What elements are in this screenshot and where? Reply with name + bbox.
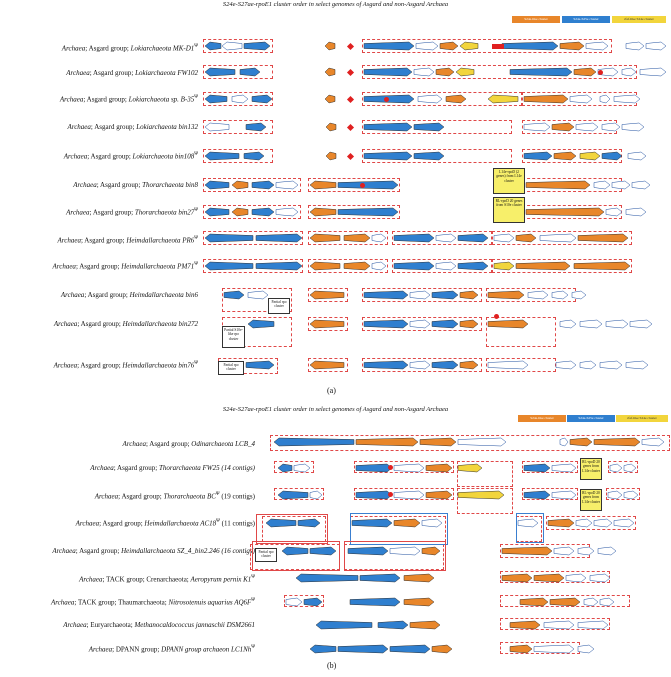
empty-arrow	[560, 438, 568, 446]
gene-arrow	[410, 621, 440, 629]
empty-arrow	[436, 234, 456, 242]
gene-arrow	[356, 491, 392, 499]
note-rpod-s10: RL-rpoD 20 genes from S10e cluster	[493, 197, 525, 223]
gene-arrow	[488, 320, 528, 328]
gene-arrow	[552, 123, 574, 131]
empty-arrow	[232, 95, 248, 103]
note-l14: L14e-rpoD (2 genes) from L14e cluster	[493, 168, 525, 194]
empty-arrow	[276, 208, 298, 216]
empty-arrow	[552, 291, 568, 299]
empty-arrow	[566, 574, 586, 582]
legend-s24e-like: S24e-like cluster	[512, 16, 560, 23]
empty-arrow	[534, 645, 574, 653]
gene-arrow	[458, 464, 482, 472]
gene-arrow	[278, 464, 292, 472]
gene-arrow	[364, 152, 412, 160]
empty-arrow	[628, 152, 646, 160]
panel-a-row-label: Archaea; Asgard group; Heimdallarchaeota bin6	[60, 291, 198, 299]
gene-arrow	[205, 95, 227, 103]
note-b-partial: Partial rpo cluster	[255, 548, 277, 562]
empty-arrow	[416, 42, 438, 50]
gene-arrow	[364, 320, 408, 328]
gene-arrow	[458, 262, 488, 270]
empty-arrow	[544, 621, 574, 629]
gene-arrow	[394, 262, 434, 270]
gene-arrow	[446, 95, 466, 103]
empty-arrow	[572, 291, 586, 299]
empty-arrow	[458, 438, 506, 446]
empty-arrow	[606, 320, 628, 328]
legend-s24e-s25e: S24e-S25e cluster	[562, 16, 610, 23]
empty-arrow	[372, 234, 386, 242]
gene-arrow	[316, 621, 372, 629]
gene-arrow	[356, 438, 418, 446]
gene-arrow	[325, 68, 335, 76]
panel-a-title: S24e-S27ae-rpoE1 cluster order in select genomes of Asgard and non-Asgard Archaea	[222, 1, 449, 8]
gene-arrow	[296, 574, 358, 582]
gene-arrow	[394, 234, 434, 242]
gene-arrow	[338, 181, 398, 189]
marker-diamond	[347, 43, 354, 50]
gene-arrow	[240, 68, 260, 76]
empty-arrow	[414, 68, 434, 76]
gene-arrow	[364, 291, 408, 299]
gene-arrow	[404, 574, 434, 582]
gene-arrow	[248, 320, 274, 328]
gene-arrow	[274, 438, 354, 446]
empty-arrow	[410, 291, 430, 299]
gene-arrow	[426, 464, 452, 472]
panel-a-label: (a)	[327, 386, 336, 395]
empty-arrow	[584, 598, 598, 606]
gene-arrow	[516, 262, 570, 270]
empty-arrow	[310, 491, 322, 499]
gene-arrow	[432, 320, 458, 328]
empty-arrow	[614, 95, 640, 103]
gene-arrow	[578, 234, 628, 242]
gene-arrow	[364, 95, 414, 103]
gene-arrow	[364, 68, 412, 76]
gene-arrow	[310, 645, 336, 653]
empty-arrow	[624, 491, 638, 499]
note-partial-s10: Partial S10e-like rpo cluster	[222, 326, 245, 348]
panel-b-row-label: Archaea; TACK group; Crenarchaeota; Aeropyrum pernix $K1^\Psi$	[79, 575, 255, 584]
panel-a-row-label: Archaea; Asgard group; Lokiarchaeota FW102	[66, 69, 198, 77]
gene-arrow	[460, 42, 478, 50]
marker-dot	[360, 183, 365, 188]
panel-a-row-label: Archaea; Asgard group; Lokiarchaeota sp. $B-35^\Psi$	[59, 95, 198, 104]
gene-arrow	[460, 361, 478, 369]
empty-arrow	[276, 181, 298, 189]
gene-arrow	[310, 208, 336, 216]
gene-arrow	[310, 181, 336, 189]
gene-arrow	[488, 95, 518, 103]
gene-arrow	[550, 598, 580, 606]
empty-arrow	[626, 42, 644, 50]
gene-arrow	[414, 123, 444, 131]
empty-arrow	[610, 464, 622, 472]
gene-arrow	[460, 320, 478, 328]
gene-arrow	[338, 645, 388, 653]
gene-arrow	[338, 208, 398, 216]
gene-arrow	[205, 152, 239, 160]
gene-arrow	[364, 123, 412, 131]
gene-arrow	[574, 68, 596, 76]
gene-arrow	[364, 42, 414, 50]
gene-arrow	[580, 152, 600, 160]
panel-b-row-label: Archaea; Asgard group; Thorarchaeota FW25 (14 contigs)	[90, 464, 255, 472]
gene-arrow	[524, 491, 550, 499]
marker-dot	[598, 70, 603, 75]
marker-dot	[494, 314, 499, 319]
gene-arrow	[325, 95, 335, 103]
empty-arrow	[372, 262, 386, 270]
empty-arrow	[528, 291, 548, 299]
gene-arrow	[310, 361, 344, 369]
marker-diamond	[347, 153, 354, 160]
gene-arrow	[458, 234, 488, 242]
marker-diamond	[347, 96, 354, 103]
empty-arrow	[552, 464, 576, 472]
gene-arrow	[414, 152, 444, 160]
gene-arrow	[548, 519, 574, 527]
panel-a-row-label: Archaea; Asgard group; Lokiarchaeota $MK-D1^\Psi$	[61, 44, 198, 53]
gene-arrow	[364, 361, 408, 369]
panel-b-row-label: Archaea; Asgard group; Heimdallarchaeota SZ_4_bin2.246 (16 contigs)	[52, 547, 255, 555]
gene-arrow	[350, 598, 400, 606]
empty-arrow	[624, 464, 636, 472]
gene-arrow	[432, 291, 458, 299]
empty-arrow	[488, 361, 528, 369]
empty-arrow	[612, 181, 630, 189]
empty-arrow	[622, 68, 636, 76]
gene-arrow	[436, 68, 454, 76]
gene-arrow	[602, 152, 622, 160]
empty-arrow	[570, 95, 592, 103]
panel-b-row-label: Archaea; TACK group; Thaumarchaeota; Nitrosotenuis aquarius $AQ6F^\Psi$	[50, 598, 255, 607]
gene-arrow	[534, 574, 564, 582]
gene-arrow	[510, 621, 540, 629]
cluster-box	[256, 514, 328, 544]
empty-arrow	[222, 42, 242, 50]
empty-arrow	[576, 519, 592, 527]
gene-arrow	[502, 547, 552, 555]
gene-arrow	[205, 68, 235, 76]
panel-b-row-label: Archaea; Asgard group; Odinarchaeota LCB_4	[122, 440, 255, 448]
empty-arrow	[632, 181, 650, 189]
empty-arrow	[602, 123, 620, 131]
gene-arrow	[344, 234, 370, 242]
gene-arrow	[278, 491, 308, 499]
gene-arrow	[310, 291, 344, 299]
empty-arrow	[622, 123, 644, 131]
gene-arrow	[440, 42, 458, 50]
empty-arrow	[394, 464, 424, 472]
gene-arrow	[244, 152, 264, 160]
gene-arrow	[326, 152, 336, 160]
gene-arrow	[232, 208, 248, 216]
gene-arrow	[516, 234, 536, 242]
panel-a-row-label: Archaea; Asgard group; Lokiarchaeota $bin108^\Psi$	[63, 152, 198, 161]
empty-arrow	[578, 645, 594, 653]
gene-arrow	[420, 438, 456, 446]
gene-arrow	[432, 645, 452, 653]
gene-arrow	[252, 181, 274, 189]
empty-arrow	[576, 123, 598, 131]
gene-arrow	[205, 208, 229, 216]
gene-arrow	[224, 291, 244, 299]
gene-arrow	[456, 68, 474, 76]
marker-diamond	[347, 69, 354, 76]
panel-a-row-label: Archaea; Asgard group; Heimdallarchaeota $bin76^\Psi$	[53, 361, 198, 370]
panel-b-row-label: Archaea; Euryarchaeota; Methanocaldococcus jannaschii DSM2661	[63, 621, 255, 629]
gene-arrow	[554, 152, 576, 160]
legend-b-s24e-like: S24e-like cluster	[518, 415, 566, 422]
empty-arrow	[600, 598, 614, 606]
note-b-rpod-2: RL-rpoD 20 genes from L14e cluster	[580, 489, 602, 511]
gene-arrow	[426, 491, 452, 499]
empty-arrow	[436, 262, 456, 270]
gene-arrow	[360, 574, 400, 582]
gene-arrow	[594, 438, 640, 446]
gene-arrow	[205, 181, 229, 189]
gene-arrow	[458, 491, 504, 499]
empty-arrow	[410, 320, 430, 328]
empty-arrow	[608, 491, 622, 499]
empty-arrow	[248, 291, 268, 299]
panel-b-label: (b)	[327, 661, 337, 670]
gene-arrow	[524, 152, 552, 160]
empty-arrow	[580, 361, 596, 369]
gene-arrow	[460, 291, 478, 299]
note-partial-rpo: Partial rpo cluster	[268, 298, 290, 314]
empty-arrow	[554, 547, 574, 555]
empty-arrow	[598, 547, 616, 555]
legend-b-rfaf: rfaf-like S24e cluster	[616, 415, 668, 422]
gene-arrow	[570, 438, 592, 446]
gene-arrow	[510, 645, 532, 653]
gene-arrow	[524, 95, 568, 103]
gene-arrow	[256, 262, 302, 270]
panel-a-row-label: Archaea; Asgard group; Lokiarchaeota bin132	[67, 123, 198, 131]
gene-arrow	[510, 68, 572, 76]
empty-arrow	[205, 123, 229, 131]
gene-arrow	[526, 208, 604, 216]
legend-b-s24e-s25e: S24e-S25e cluster	[567, 415, 615, 422]
empty-arrow	[580, 320, 602, 328]
gene-arrow	[432, 361, 458, 369]
gene-arrow	[205, 262, 253, 270]
empty-arrow	[556, 361, 576, 369]
note-b-rpod-1: RL-rpoD 20 genes from L14e cluster	[580, 458, 602, 480]
empty-arrow	[294, 464, 310, 472]
panel-a-row-label: Archaea; Asgard group; Heimdallarchaeota bin272	[53, 320, 198, 328]
empty-arrow	[600, 361, 622, 369]
marker-bar	[492, 44, 504, 49]
panel-b-row-label: Archaea; Asgard group; Heimdallarchaeota $AC18^\Psi$ (11 contigs)	[75, 519, 255, 528]
gene-arrow	[488, 291, 524, 299]
marker-diamond	[347, 124, 354, 131]
gene-arrow	[232, 181, 248, 189]
panel-a-row-label: Archaea; Asgard group; Thorarchaeota $bin27^\Psi$	[66, 208, 198, 217]
panel-a-row-label: Archaea; Asgard group; Heimdallarchaeota $PR6^\Psi$	[57, 236, 198, 245]
gene-arrow	[246, 361, 274, 369]
gene-arrow	[526, 181, 590, 189]
empty-arrow	[586, 42, 608, 50]
empty-arrow	[640, 68, 666, 76]
gene-arrow	[252, 208, 274, 216]
empty-arrow	[646, 42, 666, 50]
empty-arrow	[410, 361, 430, 369]
empty-arrow	[560, 320, 576, 328]
empty-arrow	[552, 491, 576, 499]
gene-arrow	[325, 42, 335, 50]
gene-arrow	[205, 234, 253, 242]
gene-arrow	[344, 262, 370, 270]
panel-b-title: S24e-S27ae-rpoE1 cluster order in select genomes of Asgard and non-Asgard Archaea	[222, 406, 449, 413]
empty-arrow	[578, 547, 594, 555]
empty-arrow	[614, 519, 634, 527]
empty-arrow	[626, 208, 646, 216]
gene-arrow	[310, 262, 340, 270]
empty-arrow	[578, 621, 608, 629]
gene-arrow	[494, 262, 514, 270]
empty-arrow	[394, 491, 424, 499]
gene-arrow	[390, 645, 430, 653]
gene-arrow	[524, 464, 550, 472]
panel-b-row-label: Archaea; Asgard group; Thorarchaeota $BC^\Psi$ (19 contigs)	[94, 492, 255, 501]
cluster-box	[344, 541, 446, 571]
gene-arrow	[326, 123, 336, 131]
gene-arrow	[205, 42, 221, 50]
gene-arrow	[252, 95, 272, 103]
empty-arrow	[286, 598, 302, 606]
cluster-box	[516, 513, 544, 543]
empty-arrow	[642, 438, 664, 446]
empty-arrow	[524, 123, 550, 131]
gene-arrow	[246, 123, 266, 131]
gene-arrow	[502, 574, 532, 582]
empty-arrow	[590, 574, 610, 582]
gene-arrow	[244, 42, 270, 50]
gene-arrow	[378, 621, 408, 629]
legend-rfaf: rfaf-like S24e cluster	[612, 16, 666, 23]
empty-arrow	[626, 361, 648, 369]
gene-arrow	[560, 42, 584, 50]
gene-arrow	[404, 598, 434, 606]
marker-dot	[384, 97, 389, 102]
gene-arrow	[256, 234, 302, 242]
panel-b-row-label: Archaea; DPANN group; DPANN group archaeon $LC1Nh^\Psi$	[88, 645, 255, 654]
note-partial-rpo-2: Partial rpo cluster	[218, 361, 244, 375]
gene-arrow	[574, 262, 630, 270]
gene-arrow	[502, 42, 558, 50]
marker-dot	[388, 465, 393, 470]
empty-arrow	[418, 95, 442, 103]
empty-arrow	[600, 95, 610, 103]
empty-arrow	[606, 208, 622, 216]
empty-arrow	[630, 320, 652, 328]
gene-arrow	[520, 598, 548, 606]
marker-dot	[388, 492, 393, 497]
gene-arrow	[356, 464, 392, 472]
gene-arrow	[310, 234, 340, 242]
empty-arrow	[594, 181, 610, 189]
panel-a-row-label: Archaea; Asgard group; Thorarchaeota bin8	[73, 181, 198, 189]
empty-arrow	[594, 519, 612, 527]
empty-arrow	[494, 234, 514, 242]
gene-arrow	[304, 598, 322, 606]
panel-a-row-label: Archaea; Asgard group; Heimdallarchaeota $PM71^\Psi$	[52, 262, 198, 271]
gene-arrow	[310, 320, 344, 328]
empty-arrow	[540, 234, 576, 242]
